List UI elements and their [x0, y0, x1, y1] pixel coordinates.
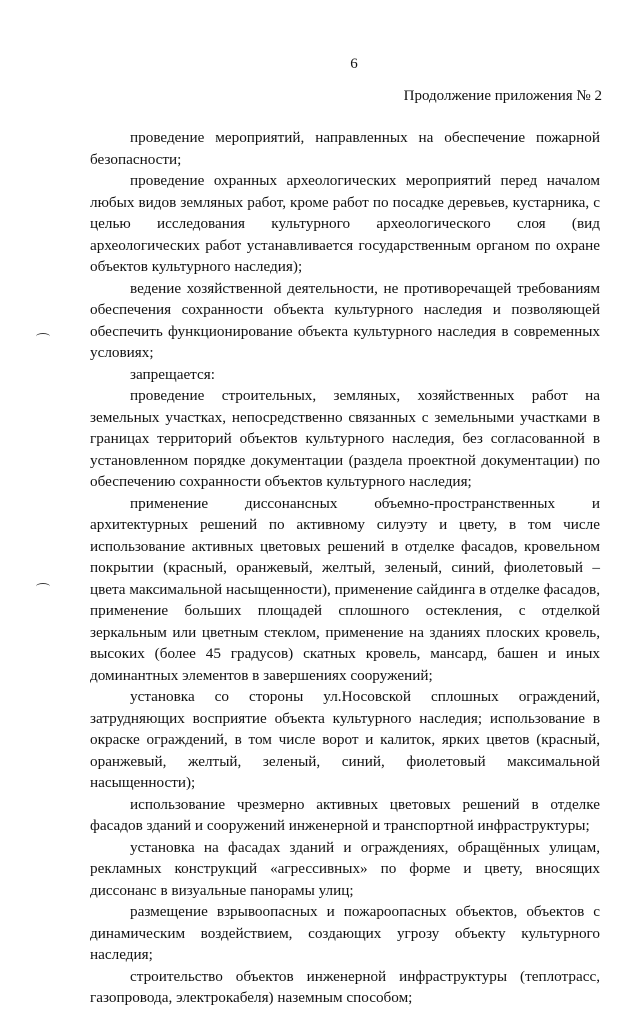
paragraph-infrastructure-colors: использование чрезмерно активных цветовых решений в отделке фасадов зданий и сооружений инженерной и транспортной инфраструктуры; [90, 795, 600, 834]
margin-mark-2 [36, 583, 50, 590]
paragraph-prohibited-heading: запрещается: [130, 365, 215, 383]
document-body [90, 127, 600, 1009]
appendix-continuation-label: Продолжение приложения № 2 [403, 88, 602, 104]
paragraph-archaeology: проведение охранных археологических мероприятий перед началом любых видов земляных работ, кроме работ по посадке деревьев, кустарника, с целью исследования культурного археологического слоя (вид археологических работ устанавливается государственным органом по охране объектов культурного наследия); [90, 172, 600, 275]
page-number: 6 [350, 56, 358, 72]
paragraph-hazardous-objects: размещение взрывоопасных и пожароопасных объектов, объектов с динамическим воздействием, создающих угрозу объекту культурного наследия; [90, 903, 600, 963]
paragraph-fire-safety: проведение мероприятий, направленных на обеспечение пожарной безопасности; [90, 129, 600, 168]
paragraph-dissonant-solutions: применение диссонансных объемно-пространственных и архитектурных решений по активному силуэту и цвету, в том числе использование активных цветовых решений в отделке фасадов, кровельном покрытии (красный, оранжевый, желтый, зеленый, синий, фиолетовый – цвета максимальной насыщенности), применение сайдинга в отделке фасадов, применение больших площадей сплошного остекления, с отделкой зеркальным или цветным стеклом, применение на зданиях плоских кровель, высоких (более 45 градусов) скатных кровель, мансард, башен и иных доминантных элементов в завершениях сооружений; [90, 494, 600, 684]
paragraph-fences: установка со стороны ул.Носовской сплошных ограждений, затрудняющих восприятие объекта культурного наследия; использование в окраске ограждений, в том числе ворот и калиток, ярких цветов (красный, оранжевый, желтый, зеленый, синий, фиолетовый максимальной насыщенности); [90, 688, 600, 791]
paragraph-engineering-infrastructure: строительство объектов инженерной инфраструктуры (теплотрасс, газопровода, электрокабеля) наземным способом; [90, 967, 600, 1006]
paragraph-construction-works: проведение строительных, земляных, хозяйственных работ на земельных участках, непосредственно связанных с земельными участками в границах территорий объектов культурного наследия, без согласованной в установленном порядке документации (раздела проектной документации) по обеспечению сохранности объектов культурного наследия; [90, 387, 600, 490]
paragraph-advertising: установка на фасадах зданий и ограждениях, обращённых улицам, рекламных конструкций «агрессивных» по форме и цвету, вносящих диссонанс в визуальные панорамы улиц; [90, 838, 600, 899]
paragraph-economic-activity: ведение хозяйственной деятельности, не противоречащей требованиям обеспечения сохранности объекта культурного наследия и позволяющей обеспечить функционирование объекта культурного наследия в современных условиях; [90, 279, 600, 361]
margin-mark-1 [36, 333, 50, 340]
